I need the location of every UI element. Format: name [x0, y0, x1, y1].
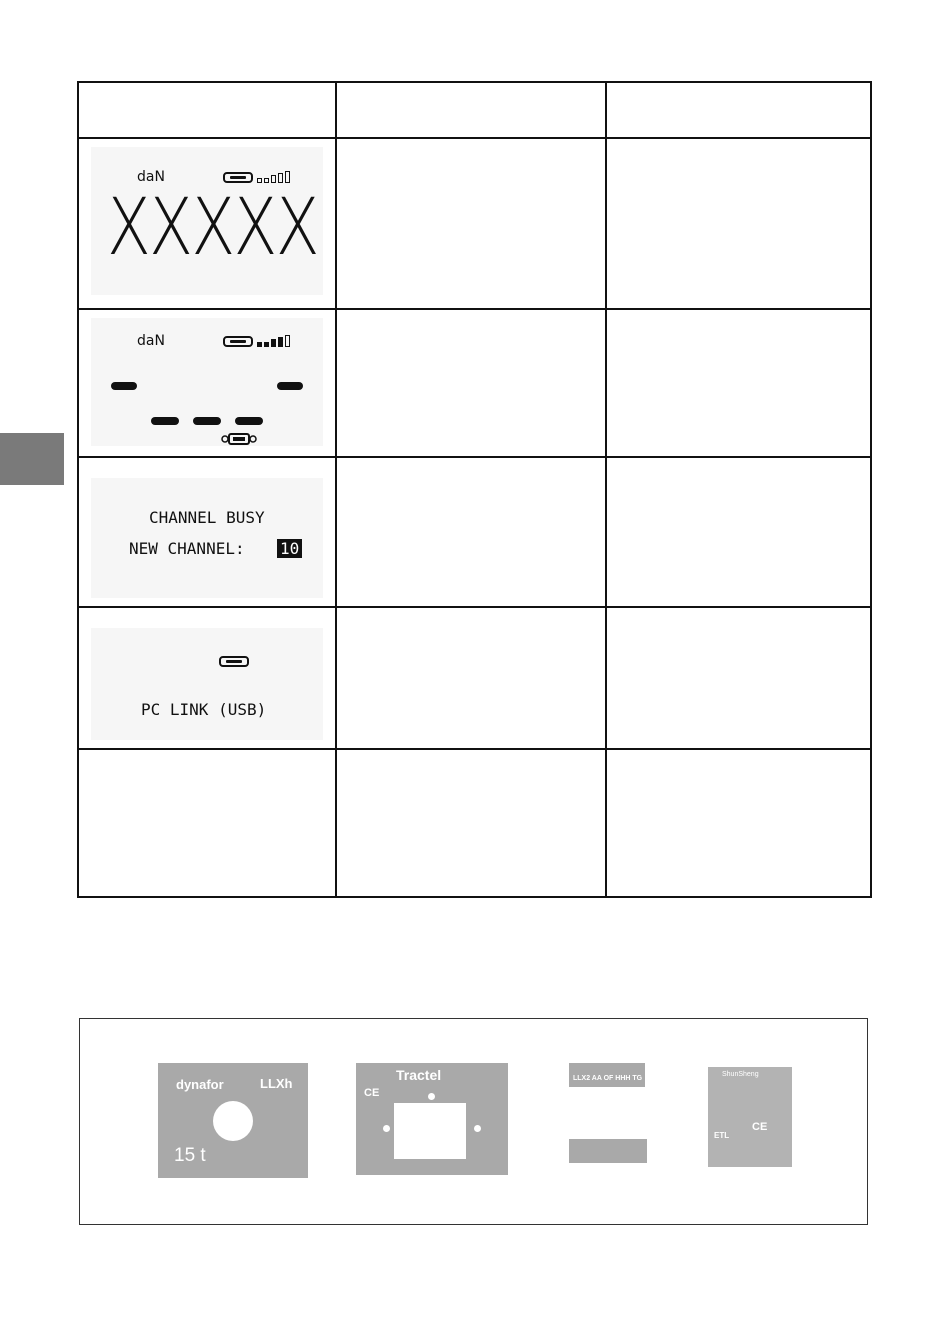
channel-busy-text: CHANNEL BUSY [149, 508, 265, 527]
table-row [78, 138, 871, 309]
table-row [78, 309, 871, 457]
description-cell [336, 457, 606, 607]
model-label: LLXh [260, 1076, 293, 1091]
action-cell [606, 607, 871, 749]
display-cell [78, 309, 336, 457]
battery-icon [219, 656, 249, 667]
lcd-error-screen [91, 147, 323, 295]
signal-bars-icon [257, 335, 290, 347]
small-label-bottom [569, 1139, 647, 1163]
tractel-logo: Tractel [396, 1067, 442, 1083]
error-digits: XXXXX [107, 183, 318, 273]
dash-segment [277, 382, 303, 390]
lcd-channel-screen [91, 478, 323, 598]
unit-label: daN [137, 169, 165, 185]
action-cell [606, 138, 871, 309]
display-cell [78, 749, 336, 897]
lcd-pclink-screen [91, 628, 323, 740]
product-labels-box [79, 1018, 868, 1225]
dash-segment [151, 417, 179, 425]
lcd-dashes-screen [91, 318, 323, 446]
dash-segment [235, 417, 263, 425]
chapter-tab [0, 433, 64, 485]
action-cell [606, 309, 871, 457]
description-cell [336, 309, 606, 457]
table-row [78, 749, 871, 897]
ce-mark: CE [364, 1087, 380, 1099]
description-cell [336, 138, 606, 309]
display-cell [78, 138, 336, 309]
unit-label: daN [137, 333, 165, 349]
screw-hole [428, 1093, 435, 1100]
battery-icon [223, 336, 253, 347]
small-label-top [569, 1063, 645, 1087]
display-cell [78, 607, 336, 749]
display-table [77, 81, 872, 898]
screw-hole [383, 1125, 390, 1132]
header-cell-3 [606, 82, 871, 138]
table-header-row [78, 82, 871, 138]
screw-hole [474, 1125, 481, 1132]
dynafor-logo: dynafor [176, 1077, 224, 1092]
header-cell-1 [78, 82, 336, 138]
tractel-plate [356, 1063, 508, 1175]
dynafor-plate [158, 1063, 308, 1178]
channel-number: 10 [277, 539, 302, 558]
action-cell [606, 457, 871, 607]
charger-plate [708, 1067, 792, 1167]
capacity-label: 15 t [174, 1145, 206, 1166]
display-window [394, 1103, 466, 1159]
ce-mark: CE [752, 1121, 768, 1133]
dash-segment [111, 382, 137, 390]
signal-bars-icon [257, 171, 290, 183]
etl-mark: ETL [714, 1131, 730, 1140]
header-cell-2 [336, 82, 606, 138]
action-cell [606, 749, 871, 897]
table-row [78, 457, 871, 607]
display-cell [78, 457, 336, 607]
sensor-icon [221, 431, 257, 450]
pc-link-text: PC LINK (USB) [141, 700, 267, 719]
dash-segment [193, 417, 221, 425]
small-label-text: LLX2 AA OF HHH TG [573, 1075, 643, 1082]
battery-icon [223, 172, 253, 183]
description-cell [336, 749, 606, 897]
description-cell [336, 607, 606, 749]
new-channel-text: NEW CHANNEL: [129, 539, 245, 558]
charger-brand: ShunSheng [722, 1071, 759, 1078]
display-window [213, 1101, 253, 1141]
table-row [78, 607, 871, 749]
